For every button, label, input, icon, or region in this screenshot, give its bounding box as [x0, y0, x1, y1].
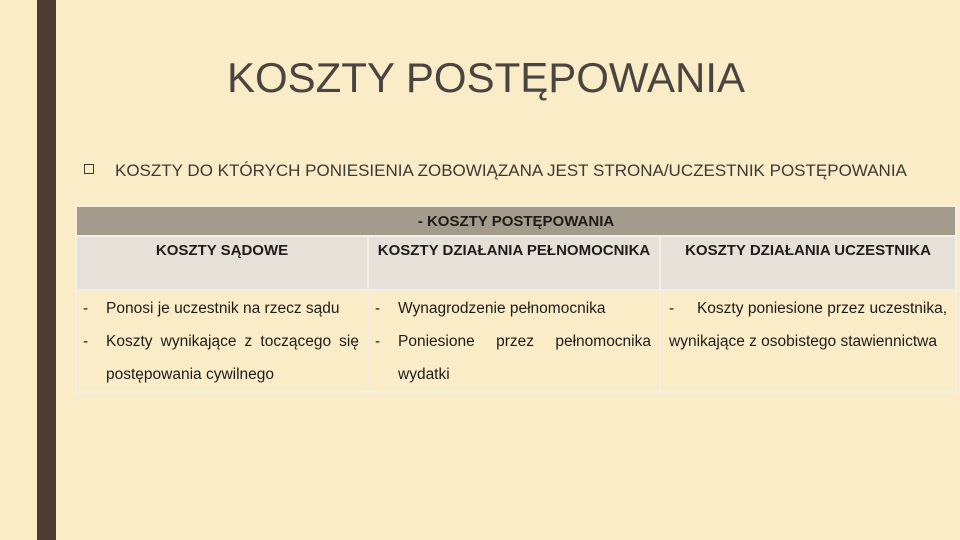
- list-item: [369, 325, 651, 391]
- list-item-text: Koszty wynikające z toczącego się postępowania cywilnego: [106, 333, 359, 383]
- list-item: [77, 292, 359, 325]
- costs-table: [75, 205, 957, 393]
- column-header-court-costs: KOSZTY SĄDOWE: [76, 236, 368, 290]
- column-header-attorney-costs: KOSZTY DZIAŁANIA PEŁNOMOCNIKA: [368, 236, 660, 290]
- dash-marker: -: [669, 300, 675, 317]
- court-costs-cell: [76, 290, 368, 392]
- list-item-text: Poniesione przez pełnomocnika wydatki: [398, 333, 651, 383]
- bullet-item: [84, 160, 944, 182]
- page-title: KOSZTY POSTĘPOWANIA: [226, 54, 746, 101]
- list-item: [369, 292, 651, 325]
- participant-costs-cell: [660, 290, 956, 392]
- list-item: [77, 325, 359, 391]
- dash-marker: -: [375, 300, 381, 317]
- list-item-text: Ponosi je uczestnik na rzecz sądu: [106, 300, 340, 317]
- column-header-participant-costs: KOSZTY DZIAŁANIA UCZESTNIKA: [660, 236, 956, 290]
- list-item: [669, 292, 947, 358]
- bullet-text: KOSZTY DO KTÓRYCH PONIESIENIA ZOBOWIĄZANA JEST STRONA/UCZESTNIK POSTĘPOWANIA: [115, 161, 907, 180]
- table-header: - KOSZTY POSTĘPOWANIA: [76, 206, 956, 236]
- list-item-text: Wynagrodzenie pełnomocnika: [398, 300, 606, 317]
- dash-marker: -: [83, 300, 89, 317]
- dash-marker: -: [375, 333, 381, 350]
- attorney-costs-cell: [368, 290, 660, 392]
- list-item-text: Koszty poniesione przez uczestnika, wynikające z osobistego stawiennictwa: [669, 300, 948, 350]
- dash-marker: -: [83, 333, 89, 350]
- checkbox-bullet-icon: [84, 164, 94, 174]
